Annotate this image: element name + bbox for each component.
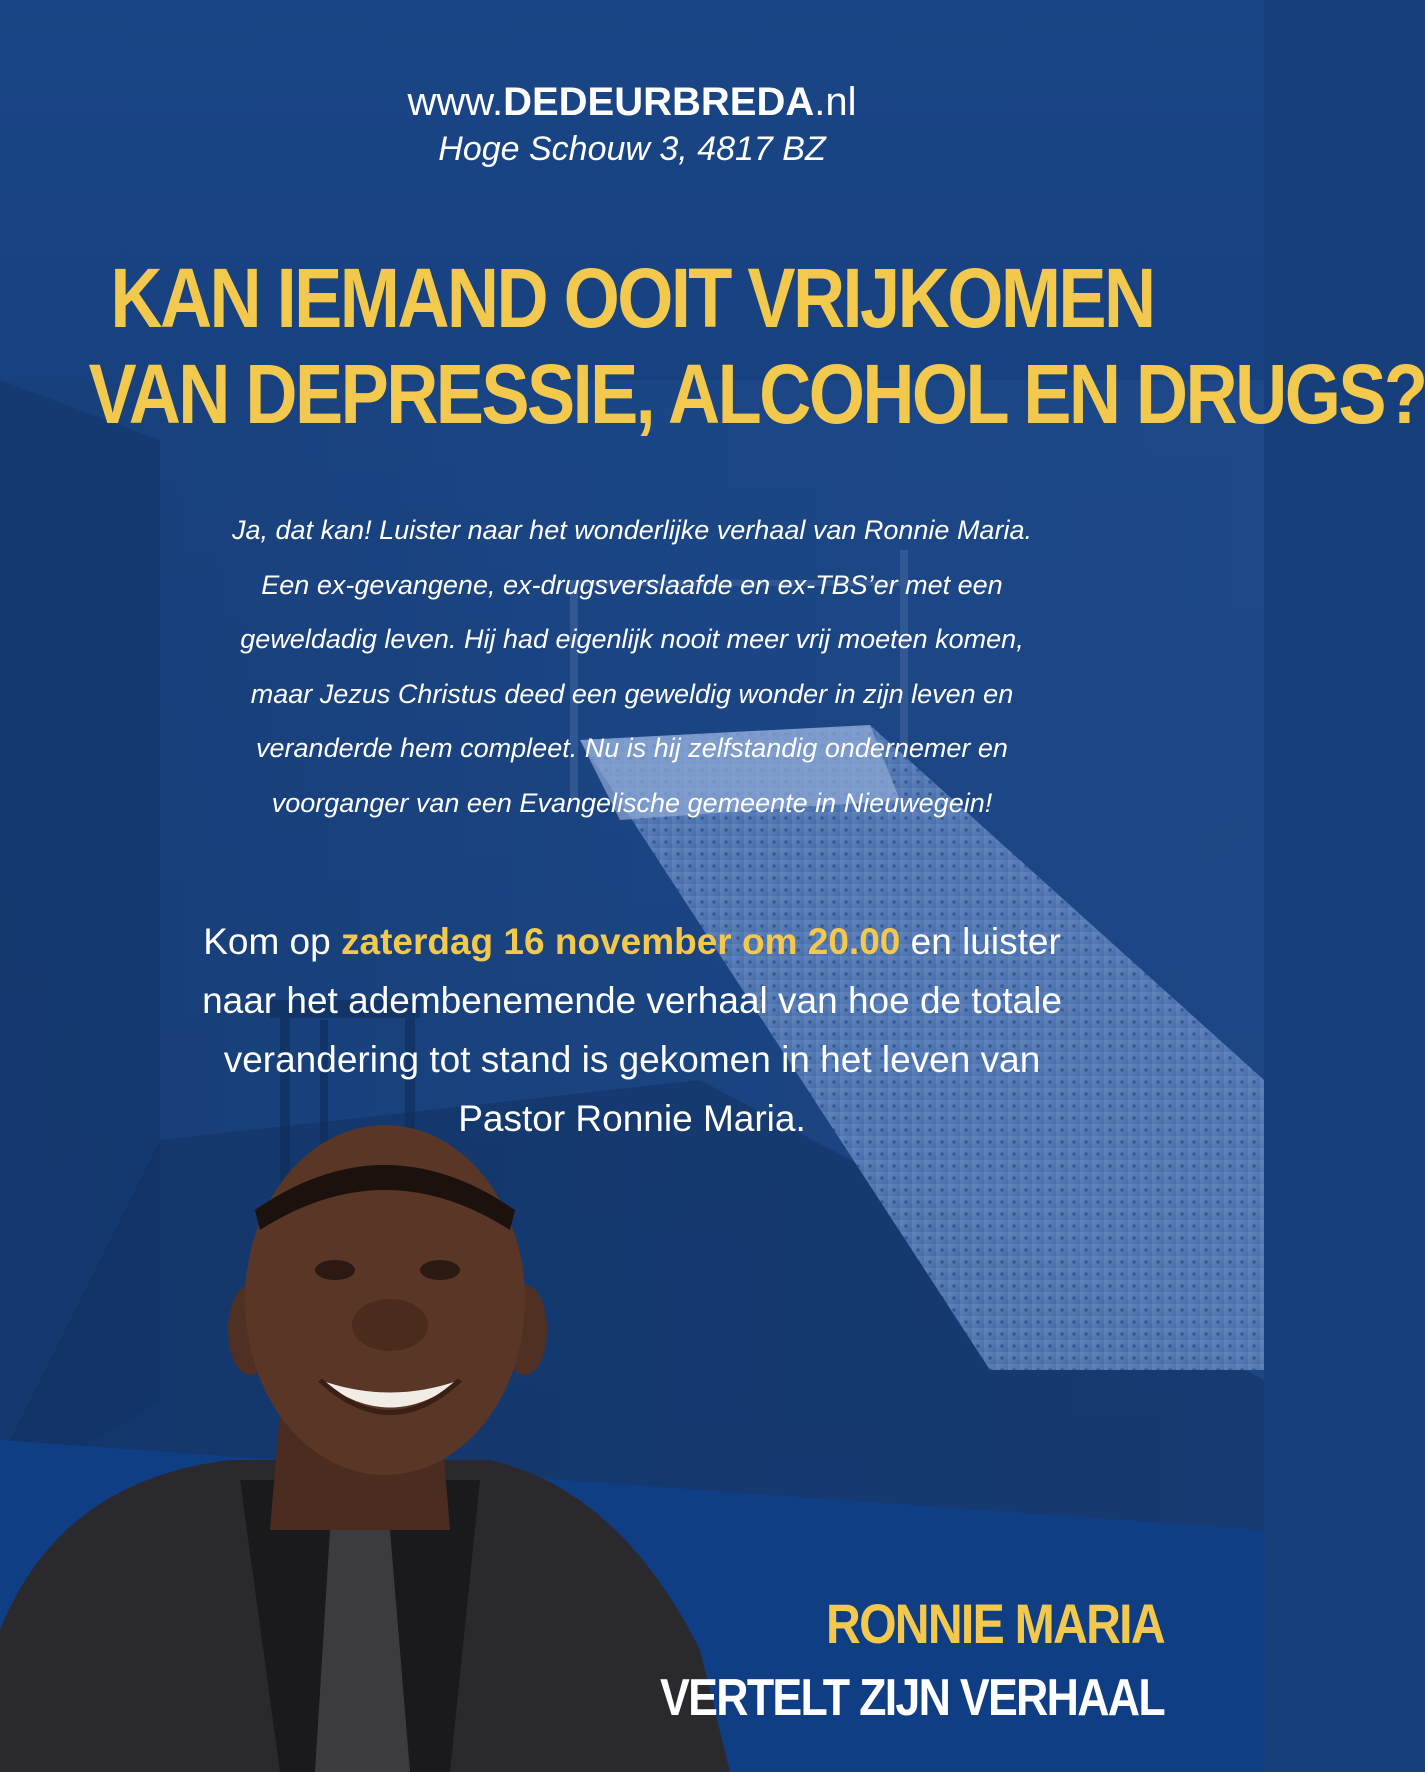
- website-name: DEDEURBREDA: [503, 80, 815, 124]
- intro-line: Een ex-gevangene, ex-drugsverslaafde en ex-TBS’er met een: [261, 569, 1003, 600]
- intro-line: geweldadig leven. Hij had eigenlijk nooit meer vrij moeten komen,: [240, 624, 1024, 654]
- address: Hoge Schouw 3, 4817 BZ: [438, 130, 826, 168]
- invite-line-3: verandering tot stand is gekomen in het leven van: [223, 1039, 1041, 1080]
- invite-line-4: Pastor Ronnie Maria.: [458, 1098, 806, 1139]
- speaker-name: RONNIE MARIA: [826, 1592, 1164, 1655]
- headline-line-2: VAN DEPRESSIE, ALCOHOL EN DRUGS?: [88, 347, 1425, 441]
- intro-line: voorganger van een Evangelische gemeente in Nieuwegein!: [271, 787, 993, 818]
- headline-line-1: KAN IEMAND OOIT VRIJKOMEN: [110, 251, 1154, 345]
- invitation-text: [100, 912, 1164, 1148]
- intro-paragraph: [140, 503, 1124, 830]
- website-suffix: .nl: [814, 80, 857, 124]
- intro-line: Ja, dat kan! Luister naar het wonderlijke verhaal van Ronnie Maria.: [232, 515, 1032, 545]
- speaker-portrait: [0, 1230, 740, 1772]
- headline: [88, 250, 1425, 442]
- invite-after: en luister: [900, 921, 1061, 962]
- intro-line: veranderde hem compleet. Nu is hij zelfstandig ondernemer en: [256, 733, 1008, 763]
- invite-line-1: [100, 912, 1164, 971]
- speaker-tagline: VERTELT ZIJN VERHAAL: [660, 1669, 1164, 1727]
- invite-line-2: naar het adembenemende verhaal van hoe de totale: [202, 980, 1062, 1021]
- website-url[interactable]: [0, 78, 1264, 126]
- website-prefix: www.: [407, 80, 504, 124]
- event-date-time: zaterdag 16 november om 20.00: [341, 921, 901, 962]
- intro-line: maar Jezus Christus deed een geweldig wonder in zijn leven en: [250, 678, 1014, 709]
- invite-before: Kom op: [203, 921, 341, 962]
